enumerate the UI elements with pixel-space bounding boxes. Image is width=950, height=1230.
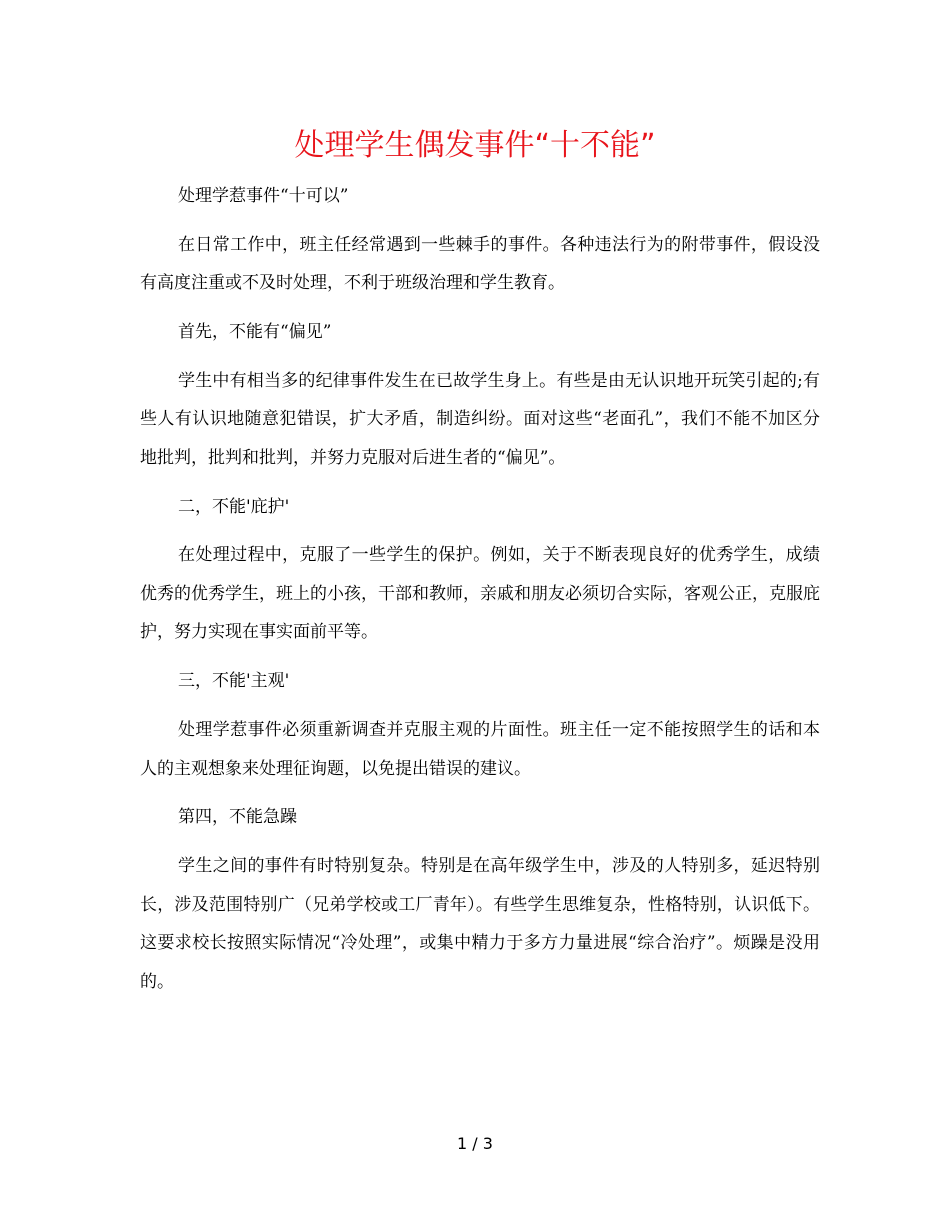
document-body [140,177,820,1011]
body-paragraph: 在处理过程中，克服了一些学生的保护。例如，关于不断表现良好的优秀学生，成绩优秀的优秀学生，班上的小孩，干部和教师，亲戚和朋友必须切合实际，客观公正，克服庇护，努力实现在事实面前平等。 [140,545,820,643]
page-number: 1 / 3 [457,1134,493,1153]
body-paragraph: 在日常工作中，班主任经常遇到一些棘手的事件。各种违法行为的附带事件，假设没有高度注重或不及时处理，不利于班级治理和学生教育。 [140,234,820,294]
body-paragraph: 学生之间的事件有时特别复杂。特别是在高年级学生中，涉及的人特别多，延迟特别长，涉及范围特别广（兄弟学校或工厂青年）。有些学生思维复杂，性格特别，认识低下。这要求校长按照实际情况“冷处理”，或集中精力于多方力量进展“综合治疗”。烦躁是没用的。 [140,856,820,992]
section-heading: 三，不能'主观' [178,671,290,692]
document-title: 处理学生偶发事件“十不能” [294,128,656,163]
body-paragraph: 处理学惹事件必须重新调查并克服主观的片面性。班主任一定不能按照学生的话和本人的主观想象来处理征询题，以免提出错误的建议。 [140,720,820,779]
section-heading: 首先，不能有“偏见” [178,322,332,343]
section-heading: 二，不能'庇护' [178,496,290,517]
body-paragraph: 学生中有相当多的纪律事件发生在已故学生身上。有些是由无认识地开玩笑引起的;有些人有认识地随意犯错误，扩大矛盾，制造纠纷。面对这些“老面孔”，我们不能不加区分地批判，批判和批判，并努力克服对后进生者的“偏见”。 [140,370,820,468]
section-heading: 第四，不能急躁 [178,807,297,828]
section-heading: 处理学惹事件“十可以” [178,186,349,206]
